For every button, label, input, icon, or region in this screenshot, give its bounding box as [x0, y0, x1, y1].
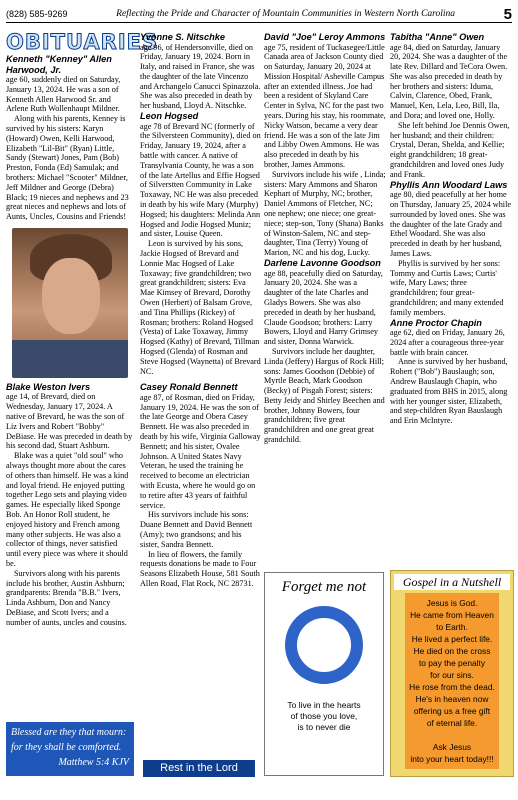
obituary-text: Survivors include her daughter, Linda (Jeffery) Hargus of Rock Hill; sons: James Goodson (Debbie) of Myrtle Beach, Mark Goodson (Becky) of Pisgah Forest; sisters: Betty Jeidy and Shirley Beechen and brother, Johnny Bowers, four grandchildren; five great grandchildren and one great great grandchild. [264, 346, 385, 445]
obituary-text: Along with his parents, Kenney is survived by his sisters: Karyn (Howard) Owen, Kelli Harwood, Elizabeth "Lil-Bit" (Ryan) Little, Sandy (Stewart) Jones, Pam (Bob) Preston, Fonda (Ed) Samulak; and brothers: Michael "Scooter" Mildner, Jeff Mildner and George (Debra) Black; 19 nieces and nephews and 23 great nieces and nephews and lots of Aunts, Uncles, Cousins and Friends! [6, 114, 129, 222]
column-3 [264, 32, 386, 445]
obituary-name: Yvonne S. Nitschke [140, 32, 225, 42]
section-title: OBITUARIES [6, 30, 159, 54]
obituary-text: Survivors along with his parents include his brother, Austin Ashburn; grandparents: Brenda "B.B." Ivers, Linda Ashburn, Don and Nancy DeBiase, and Scott Ivers; and a number of aunts, uncles and cousins. [6, 568, 127, 627]
gospel-line: Jesus is God. [426, 598, 478, 608]
obituary-name: Kenneth "Kenney" Allen Harwood, Jr. [6, 54, 112, 75]
gospel-line: He died on the cross [413, 646, 491, 656]
verse-line: Blessed are they that mourn: [11, 727, 127, 738]
forget-me-not-poem [265, 700, 383, 733]
obituary-name: Blake Weston Ivers [6, 381, 91, 392]
obituary-name: Darlene Lavonne Goodson [264, 258, 381, 269]
obituary-text: She left behind Joe Dennis Owen, her husband; and their children: Crystal, Deran, Shelda, and Kellie; eight grandchildren; 18 great-grandchildren and loved ones Judy and Frank. [390, 120, 510, 179]
verse-reference: Matthew 5:4 KJV [58, 757, 129, 768]
header-tagline: Reflecting the Pride and Character of Mountain Communities in Western North Carolina [116, 9, 456, 19]
gospel-line: to Earth. [436, 622, 468, 632]
verse-line: for they shall be comforted. [11, 742, 122, 753]
obituary-text: age 14, of Brevard, died on Wednesday, January 17, 2024. A native of Brevard, he was the son of Liz Ivers and Robert "Bobby" DeBiase. He was preceded in death by his second dad, Stuart Ashburn. [6, 392, 133, 451]
obituary-text: age 84, died on Saturday, January 20, 2024. She was a daughter of the late Rev. Dillard and TeCora Owen. She was also preceded in death by her brothers and sisters: Iduma, Calvin, Clarence, Obed, Frank, Manuel, Ken, Lela, Leo, Bill, Ila, and Dora; and loved one, Holly. [390, 42, 508, 121]
rest-in-the-lord-banner: Rest in the Lord [143, 760, 255, 777]
obituary-text: Blake was a quiet "old soul" who always thought more about the cares of others than himself. He was a kind and loyal friend. He enjoyed putting together Lego sets and playing video games. He especially liked Sponge Bob. An Honor Roll student, he enjoyed history and French among many other subjects. He was also a collector of things, never satisfied until every piece was where it should be. [6, 451, 129, 568]
column-2 [140, 32, 262, 589]
column-1 [6, 54, 133, 628]
obituary-name: Casey Ronald Bennett [140, 382, 238, 393]
obituary-photo [12, 228, 128, 378]
obituary-text: Anne is survived by her husband, Robert ("Bob") Bauslaugh; son, Andrew Bauslaugh Chapin, who graduated from BHS in 2015, along with her younger sister, Elizabeth, and step-children Ryan Bauslaugh and Erin McIntyre. [390, 357, 508, 426]
forget-me-not-title: Forget me not [281, 579, 367, 595]
obituary-text: His survivors include his sons: Duane Bennett and David Bennett (Amy); two grandsons; and his sister, Sandra Bennett. [140, 510, 253, 549]
obituary-text: Survivors include his wife , Linda; sisters: Mary Ammons and Sharon Kephart of Murphy, NC; brother, Daniel Ammons of Fletcher, NC; one nephew; one niece; one great-niece; step-son, Tony (Shana) Banks of Winston-Salem, NC and step-daughter, Tina (Terry) Young of Marion, NC and his dog, Lucky. [264, 169, 386, 258]
obituary-text: age 75, resident of Tuckasegee/Little Canada area of Jackson County died on Saturday, January 20, 2024 at Mission Hospital/ Asheville Campus after an extended illness. Joe had been a resident of Skyland Care Center in Sylva, NC for the past two years. During his stay, his roommate, Nicky Watson, became a very dear friend. He was a son of the late Jim and Libby Owen Ammons. He was also preceded in death by his brother, James Ammons. [264, 42, 386, 170]
obituary-text: age 60, suddenly died on Saturday, January 13, 2024. He was a son of Kenneth Allen Harwood Sr. and Arlene Ruth Wollenhaupt Mildner. [6, 75, 121, 114]
obituary-text: age 96, of Hendersonville, died on Friday, January 19, 2024. Born in Italy, and raised in France, she was the daughter of the late Vincenzo and Archangelo Canucci Spinazzola. She was also preceded in death by her husband, Lloyd A. Nitschke. [140, 42, 261, 111]
obituary-text: age 62, died on Friday, January 26, 2024 after a courageous three-year battle with brain cancer. [390, 328, 505, 357]
obituary-name: Leon Hogsed [140, 111, 199, 122]
header-phone: (828) 585-9269 [6, 9, 68, 19]
obituary-name: Anne Proctor Chapin [390, 317, 482, 328]
poem-line: of those you love, [290, 711, 358, 721]
obituary-text: age 78 of Brevard NC (formerly of the Silversteen Community), died on Friday, January 19, 2024, after a battle with cancer. A native of Transylvania County, he was a son of the late Artellus and Effie Hogsed of Silverstten Community in Lake Toxaway, NC He was also preceded in death by his wife Mary (Murphy) Hogsed; his daughters: Melinda Ann Hogsed and Jodie Hogsed Muniz; and sister, Louise Queen. [140, 121, 261, 239]
obituary-text: In lieu of flowers, the family requests donations be made to Four Seasons Elizabeth House, 581 South Allen Road, Flat Rock, NC 28731. [140, 549, 260, 588]
obituary-name: Phyllis Ann Woodard Laws [390, 179, 508, 190]
poem-line: is to never die [297, 722, 351, 732]
forget-me-not-box [264, 572, 384, 776]
gospel-line: into your heart today!!! [410, 754, 494, 764]
page-number: 5 [503, 5, 512, 23]
gospel-line: for our sins. [430, 670, 474, 680]
gospel-box [390, 570, 514, 777]
gospel-line [407, 729, 497, 741]
obituary-name: Tabitha "Anne" Owen [390, 32, 485, 42]
page-header [6, 6, 512, 23]
obituary-text: age 88, peacefully died on Saturday, January 20, 2024. She was a daughter of the late Charles and Gladys Bowers. She was also preceded in death by her husband, Claude Goodson; brothers: Larry Bowers, Lloyd and Harry Grimsey and sister, Donna Warwick. [264, 268, 383, 347]
gospel-line: He came from Heaven [410, 610, 494, 620]
obituary-text: age 80, died peacefully at her home on Thursday, January 25, 2024 while surrounded by loved ones. She was the daughter of the late Grady and Ethel Woodard. She was also preceded in death by her husband, James Laws. [390, 190, 511, 258]
scripture-box [6, 722, 134, 776]
gospel-title: Gospel in a Nutshell [394, 574, 510, 590]
gospel-line: of eternal life. [426, 718, 478, 728]
gospel-line: He lived a perfect life. [411, 634, 493, 644]
gospel-line: offering us a free gift [413, 706, 491, 716]
obituary-name: David "Joe" Leroy Ammons [264, 32, 386, 42]
gospel-body [405, 593, 499, 769]
obituary-text: Phyllis is survived by her sons: Tommy and Curtis Laws; Curtis' wife, Mary Laws; three grandchildren; four great-grandchildren; and many extended family members. [390, 258, 504, 317]
gospel-line: He's in heaven now [415, 694, 489, 704]
obituary-text: Leon is survived by his sons, Jackie Hogsed of Brevard and Lonnie Mac Hogsed of Lake Toxaway; five grandchildren; two great grandchildren; sisters: Eva Mae Kimsey of Brevard, Dorothy Owen (Herbert) of Balsam Grove, and Tina Phillips (Rickey) of Rosman; brothers: Roland Hogsed (Vesta) of Lake Toxaway, Jimmy Hogsed (Kathy) of Brevard, Tillman Hogsed (Glenda) of Rosman and Steve Hogsed (Waynetta) of Brevard NC. [140, 239, 261, 376]
gospel-line: He rose from the dead. [409, 682, 495, 692]
gospel-line: Ask Jesus [432, 742, 472, 752]
poem-line: To live in the hearts [287, 700, 361, 710]
flower-wreath-icon [285, 606, 363, 684]
gospel-line: to pay the penalty [418, 658, 486, 668]
column-4 [390, 32, 512, 426]
obituary-text: age 87, of Rosman, died on Friday, January 19, 2024. He was the son of the late George and Obera Casey Bennett. He was also preceded in death by his wife, Virginia Galloway Bennett; and his sister, Ovalee Johnson. A United States Navy Veteran, he used the training he received to become an electrician with Ecusta, where he would go on to retire after 43 years of faithful service. [140, 392, 261, 510]
